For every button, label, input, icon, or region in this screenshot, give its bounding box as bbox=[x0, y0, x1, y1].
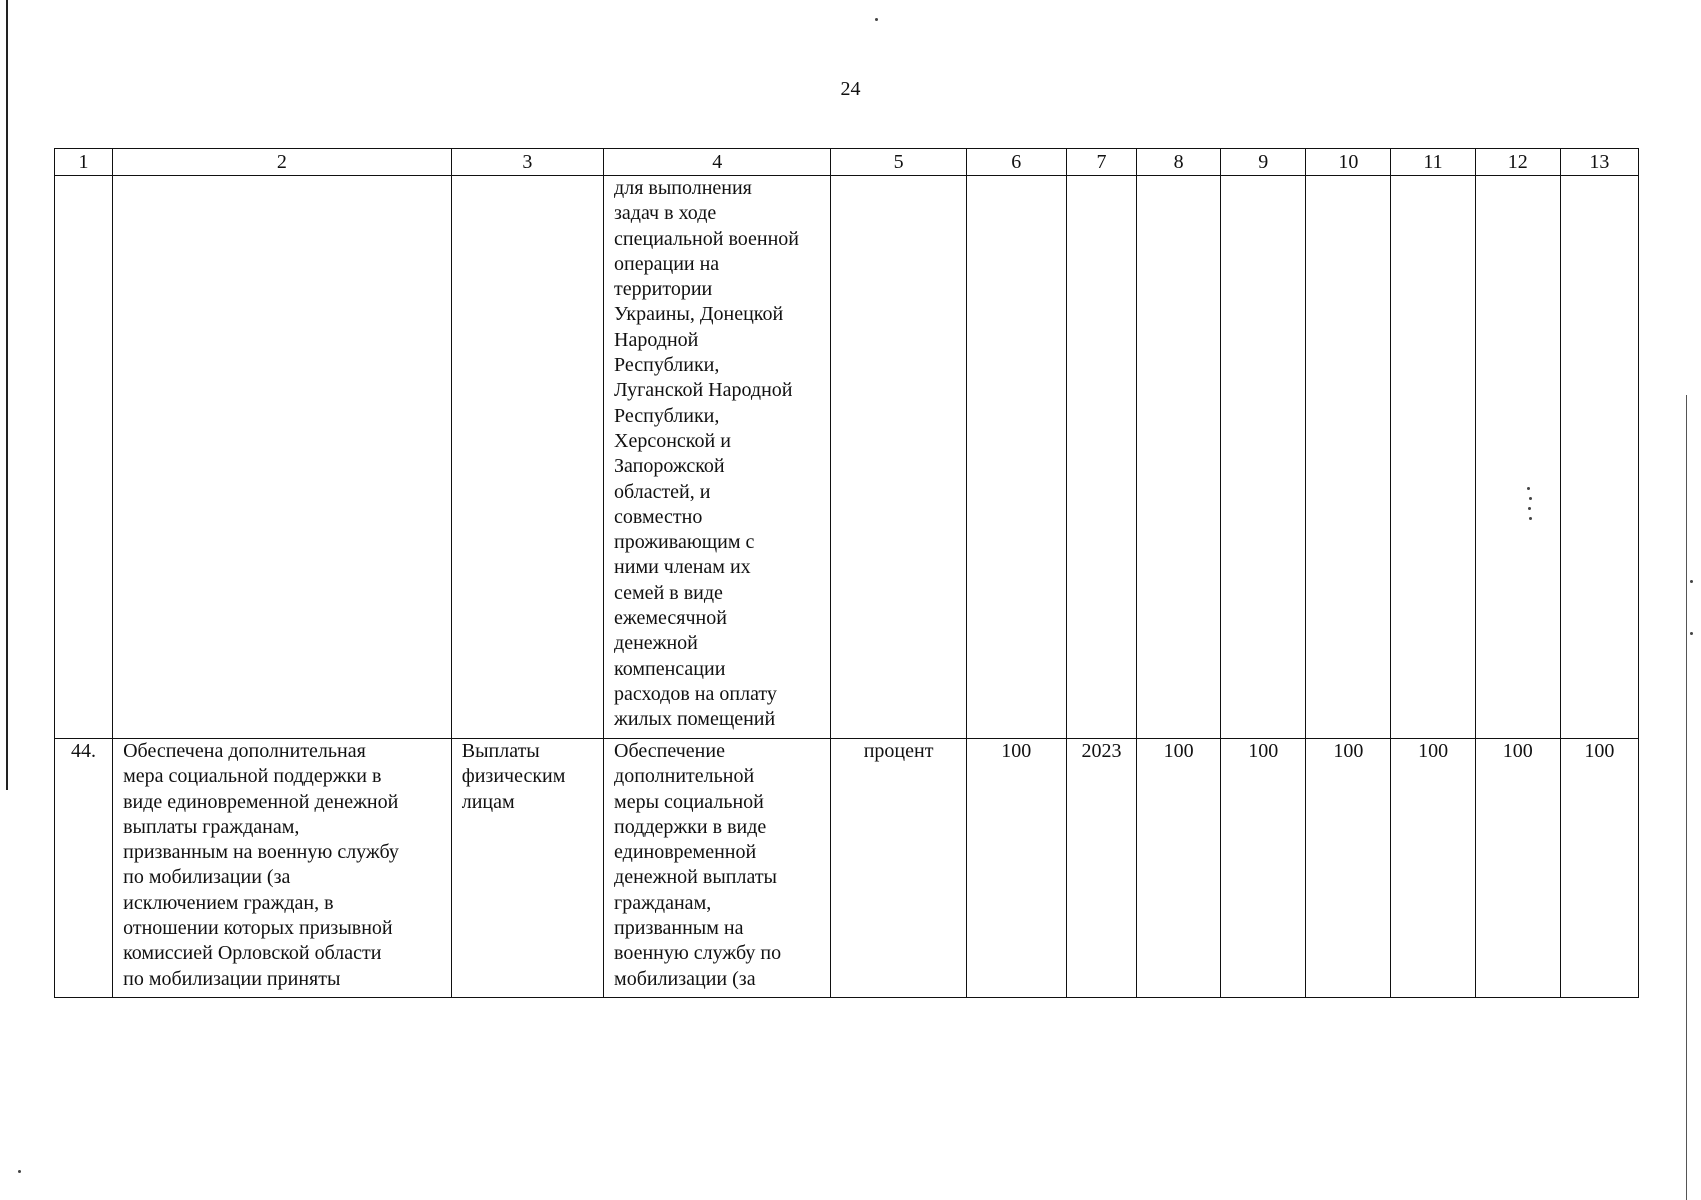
column-header: 10 bbox=[1306, 149, 1391, 176]
scan-speck bbox=[1527, 487, 1530, 490]
text-line: ними членам их bbox=[614, 556, 751, 579]
text-line: исключением граждан, в bbox=[123, 891, 334, 914]
text-line: Выплаты bbox=[461, 740, 540, 762]
scan-edge-left bbox=[6, 0, 8, 790]
column-header: 12 bbox=[1475, 149, 1560, 176]
text-line: единовременной bbox=[614, 841, 757, 864]
text-line: виде единовременной денежной bbox=[123, 790, 399, 813]
column-header: 6 bbox=[966, 149, 1066, 176]
text-line: Обеспечение bbox=[614, 740, 725, 762]
text-line: территории bbox=[614, 278, 713, 301]
column-header: 8 bbox=[1137, 149, 1221, 176]
text-line: денежной bbox=[614, 632, 698, 655]
text-line: мобилизации (за bbox=[614, 967, 756, 990]
scan-speck bbox=[18, 1170, 21, 1173]
cell-result-description bbox=[113, 739, 452, 998]
cell-empty bbox=[55, 176, 113, 739]
text-line: Украины, Донецкой bbox=[614, 303, 784, 326]
text-line: Народной bbox=[614, 328, 699, 351]
scan-speck bbox=[1529, 517, 1532, 520]
column-header: 1 bbox=[55, 149, 113, 176]
text-line: гражданам, bbox=[614, 891, 712, 914]
text-line: специальной военной bbox=[614, 227, 799, 250]
text-line: по мобилизации приняты bbox=[123, 967, 341, 990]
text-line: проживающим с bbox=[614, 531, 755, 554]
cell-col9: 100 bbox=[1221, 739, 1306, 998]
column-header: 2 bbox=[113, 149, 452, 176]
table-row-44 bbox=[55, 739, 1639, 998]
cell-col8: 100 bbox=[1137, 739, 1221, 998]
text-line: физическим bbox=[461, 765, 566, 788]
scan-speck bbox=[875, 18, 878, 21]
scan-edge-right bbox=[1686, 395, 1687, 1200]
text-line: задач в ходе bbox=[614, 202, 717, 225]
scan-speck bbox=[1690, 580, 1693, 583]
text-line: для выполнения bbox=[614, 177, 752, 199]
column-header: 7 bbox=[1066, 149, 1136, 176]
header-row bbox=[55, 149, 1639, 176]
cell-col11: 100 bbox=[1391, 739, 1475, 998]
cell-empty bbox=[1066, 176, 1136, 739]
text-line: призванным на bbox=[614, 917, 744, 940]
text-line: расходов на оплату bbox=[614, 682, 777, 705]
column-header: 3 bbox=[451, 149, 603, 176]
cell-empty bbox=[113, 176, 452, 739]
text-line: совместно bbox=[614, 505, 703, 528]
cell-empty bbox=[966, 176, 1066, 739]
text-line: военную службу по bbox=[614, 942, 782, 965]
text-line: комиссией Орловской области bbox=[123, 942, 382, 965]
text-line: призванным на военную службу bbox=[123, 841, 399, 864]
cell-unit: процент bbox=[831, 739, 966, 998]
cell-col13: 100 bbox=[1560, 739, 1638, 998]
cell-col10: 100 bbox=[1306, 739, 1391, 998]
cell-description-continuation bbox=[604, 176, 831, 739]
text-line: дополнительной bbox=[614, 765, 755, 788]
text-line: по мобилизации (за bbox=[123, 866, 291, 889]
table-row-continuation bbox=[55, 176, 1639, 739]
text-line: ежемесячной bbox=[614, 607, 727, 630]
text-line: выплаты гражданам, bbox=[123, 815, 300, 838]
document-table bbox=[54, 148, 1639, 998]
column-header: 5 bbox=[831, 149, 966, 176]
text-line: Запорожской bbox=[614, 455, 725, 478]
text-line: денежной выплаты bbox=[614, 866, 777, 889]
cell-col12: 100 bbox=[1475, 739, 1560, 998]
text-line: операции на bbox=[614, 252, 720, 275]
cell-empty bbox=[1475, 176, 1560, 739]
text-line: компенсации bbox=[614, 657, 726, 680]
cell-empty bbox=[1391, 176, 1475, 739]
column-header: 4 bbox=[604, 149, 831, 176]
text-line: семей в виде bbox=[614, 581, 723, 604]
text-line: отношении которых призывной bbox=[123, 917, 393, 940]
cell-empty bbox=[1137, 176, 1221, 739]
text-line: Республики, bbox=[614, 404, 720, 427]
scan-speck bbox=[1529, 497, 1532, 500]
text-line: лицам bbox=[461, 790, 515, 813]
cell-col7-year: 2023 bbox=[1066, 739, 1136, 998]
cell-row-number: 44. bbox=[55, 739, 113, 998]
scan-speck bbox=[1528, 507, 1531, 510]
cell-empty bbox=[831, 176, 966, 739]
text-line: Обеспечена дополнительная bbox=[123, 740, 366, 762]
cell-type bbox=[451, 739, 603, 998]
text-line: Луганской Народной bbox=[614, 379, 793, 402]
text-line: жилых помещений bbox=[614, 708, 776, 731]
cell-measure-description bbox=[604, 739, 831, 998]
text-line: Херсонской и bbox=[614, 429, 731, 452]
page-number: 24 bbox=[840, 78, 861, 100]
cell-empty bbox=[1221, 176, 1306, 739]
cell-empty bbox=[451, 176, 603, 739]
cell-col6: 100 bbox=[966, 739, 1066, 998]
text-line: областей, и bbox=[614, 480, 711, 503]
column-header: 13 bbox=[1560, 149, 1638, 176]
text-line: мера социальной поддержки в bbox=[123, 765, 382, 788]
column-header: 11 bbox=[1391, 149, 1475, 176]
column-header: 9 bbox=[1221, 149, 1306, 176]
cell-empty bbox=[1560, 176, 1638, 739]
text-line: меры социальной bbox=[614, 790, 764, 813]
cell-empty bbox=[1306, 176, 1391, 739]
text-line: поддержки в виде bbox=[614, 815, 767, 838]
scan-speck bbox=[1690, 632, 1693, 635]
text-line: Республики, bbox=[614, 354, 720, 377]
